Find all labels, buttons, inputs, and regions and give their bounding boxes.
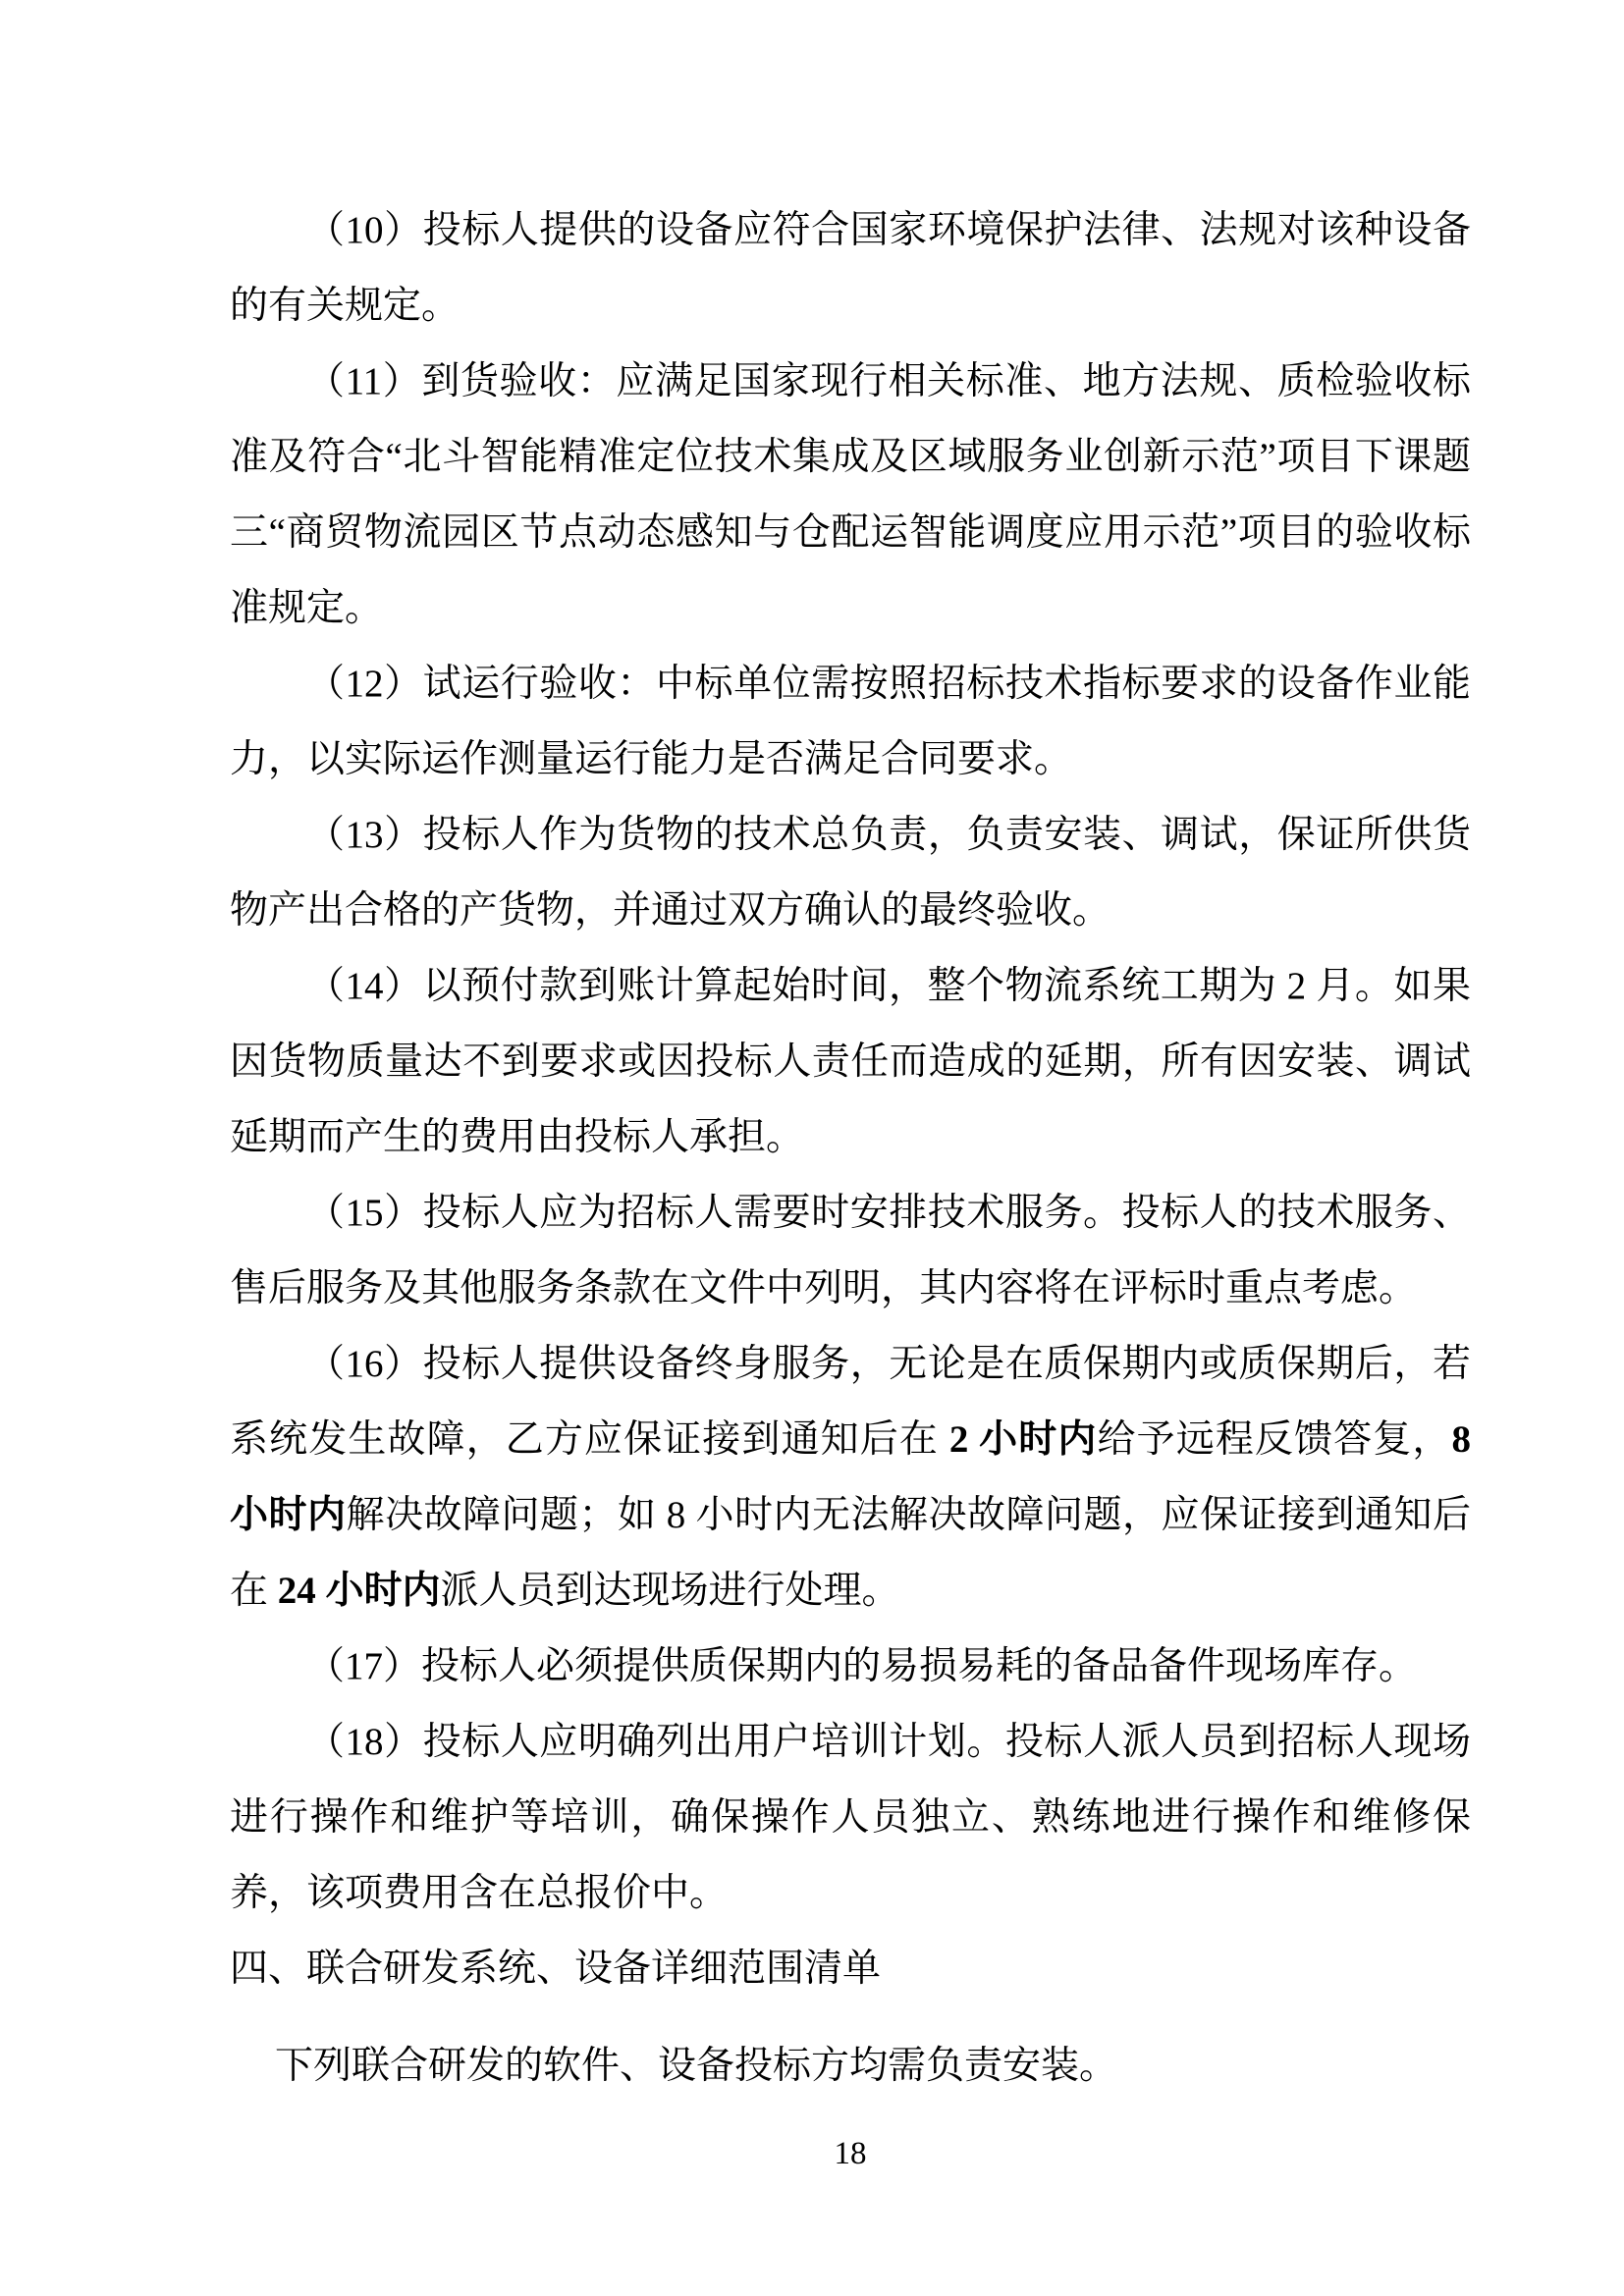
paragraph-13: （13）投标人作为货物的技术总负责，负责安装、调试，保证所供货物产出合格的产货物，并通过双方确认的最终验收。 — [230, 814, 1471, 932]
paragraph-16-run-2-bold: 2 小时内 — [948, 1418, 1098, 1461]
paragraph-14: （14）以预付款到账计算起始时间，整个物流系统工期为 2 月。如果因货物质量达不到要求或因投标人责任而造成的延期，所有因安装、调试延期而产生的费用由投标人承担。 — [230, 965, 1471, 1158]
page-number: 18 — [834, 2136, 867, 2171]
paragraph-11: （11）到货验收：应满足国家现行相关标准、地方法规、质检验收标准及符合“北斗智能精准定位技术集成及区域服务业创新示范”项目下课题三“商贸物流园区节点动态感知与仓配运智能调度应用示范”项目的验收标准规定。 — [230, 360, 1471, 629]
paragraph-16 — [230, 1326, 1471, 1629]
paragraph-10: （10）投标人提供的设备应符合国家环境保护法律、法规对该种设备的有关规定。 — [230, 209, 1471, 327]
paragraph-16-run-1: （16）投标人提供设备终身服务，无论是在质保期内或质保期后，若系统发生故障，乙方应保证接到通知后在 — [230, 1343, 1471, 1461]
paragraph-16-run-6-bold: 24 小时内 — [277, 1570, 441, 1612]
paragraph-16-run-7: 派人员到达现场进行处理。 — [440, 1570, 900, 1612]
paragraph-16-run-4-bold: 8 小时内 — [230, 1418, 1471, 1536]
paragraph-17: （17）投标人必须提供质保期内的易损易耗的备品备件现场库存。 — [306, 1645, 1418, 1687]
page-footer — [230, 2132, 1471, 2175]
closing-line: 下列联合研发的软件、设备投标方均需负责安装。 — [275, 2045, 1118, 2087]
document-body — [230, 192, 1471, 2104]
paragraph-15: （15）投标人应为招标人需要时安排技术服务。投标人的技术服务、售后服务及其他服务条款在文件中列明，其内容将在评标时重点考虑。 — [230, 1192, 1471, 1309]
section-heading: 四、联合研发系统、设备详细范围清单 — [230, 1948, 882, 1990]
paragraph-16-run-5: 解决故障问题；如 8 小时内无法解决故障问题，应保证接到通知后在 — [230, 1494, 1471, 1612]
paragraph-12: （12）试运行验收：中标单位需按照招标技术指标要求的设备作业能力，以实际运作测量运行能力是否满足合同要求。 — [230, 663, 1471, 780]
paragraph-18: （18）投标人应明确列出用户培训计划。投标人派人员到招标人现场进行操作和维护等培训，确保操作人员独立、熟练地进行操作和维修保养，该项费用含在总报价中。 — [230, 1721, 1471, 1914]
paragraph-16-run-3: 给予远程反馈答复， — [1097, 1418, 1452, 1461]
